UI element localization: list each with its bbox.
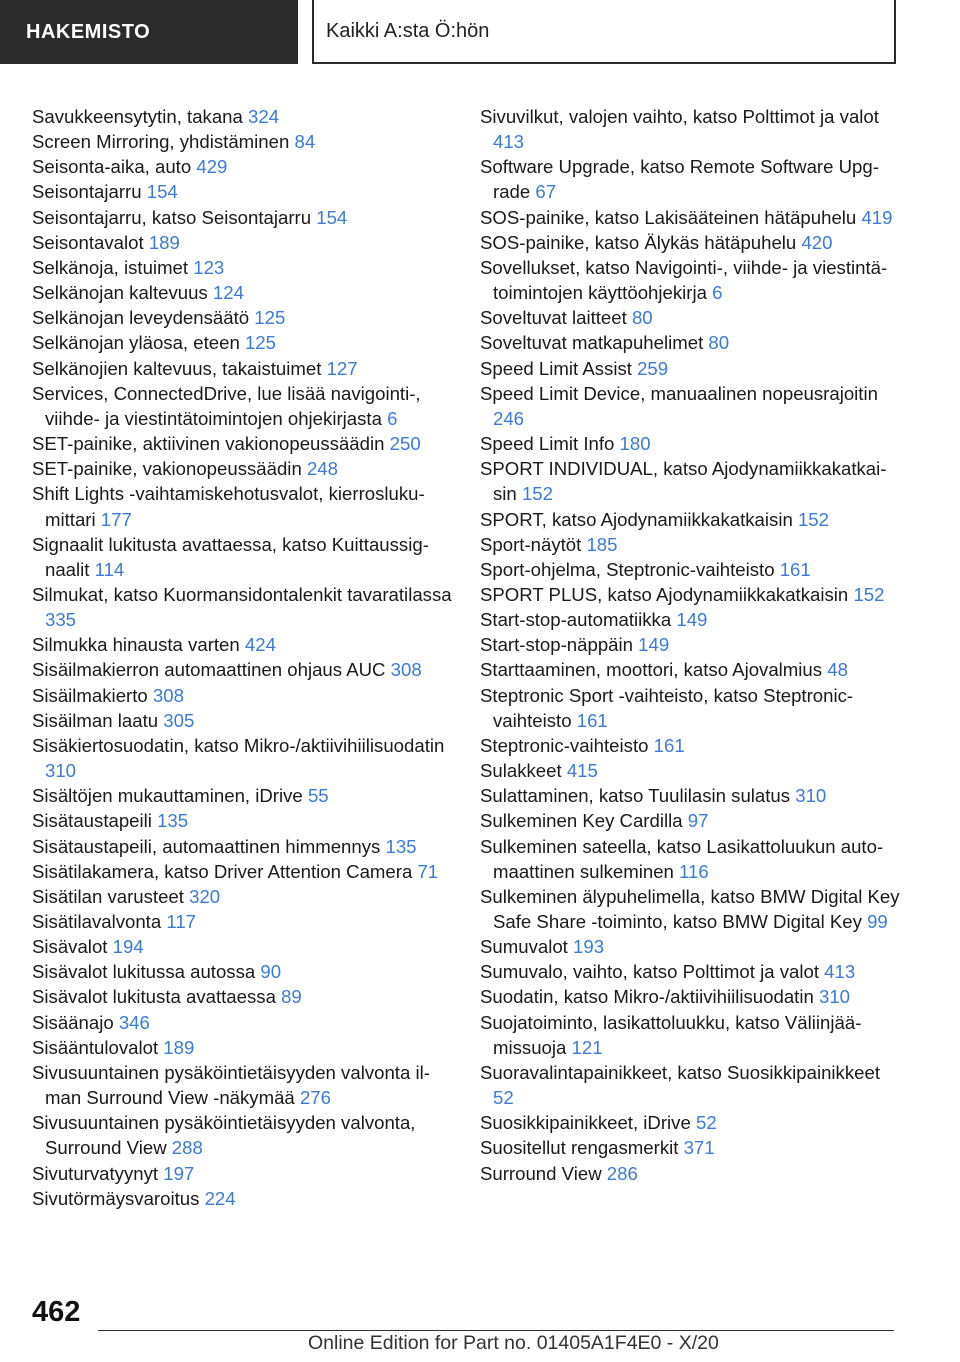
page-link[interactable]: 52 bbox=[493, 1087, 514, 1109]
index-term: Sisältöjen mukauttaminen, iDrive bbox=[32, 785, 303, 807]
page-link[interactable]: 48 bbox=[827, 659, 848, 681]
index-term: Selkänojan leveydensäätö bbox=[32, 307, 250, 329]
index-entry bbox=[32, 205, 452, 230]
page-link[interactable]: 99 bbox=[867, 911, 888, 932]
index-term: SET-painike, aktiivinen vakionopeussäädin bbox=[32, 433, 385, 455]
index-term: Silmukka hinausta varten bbox=[32, 634, 240, 656]
section-title: HAKEMISTO bbox=[26, 20, 151, 43]
page-link[interactable]: 55 bbox=[307, 785, 329, 807]
page-link[interactable]: 80 bbox=[631, 307, 653, 329]
page-link[interactable]: 250 bbox=[389, 433, 421, 455]
page-link[interactable]: 123 bbox=[193, 256, 225, 278]
page-link[interactable]: 286 bbox=[606, 1162, 638, 1184]
index-entry bbox=[32, 859, 452, 884]
page-link[interactable]: 310 bbox=[795, 785, 827, 807]
index-entry bbox=[32, 255, 452, 280]
index-entry bbox=[480, 507, 900, 532]
index-entry bbox=[480, 330, 900, 355]
page-link[interactable]: 127 bbox=[326, 357, 358, 379]
index-term: Silmukat, katso Kuormansidontalenkit tavaratilassa bbox=[32, 583, 452, 605]
page-link[interactable]: 180 bbox=[619, 433, 651, 455]
index-entry bbox=[32, 708, 452, 733]
page-link[interactable]: 161 bbox=[779, 558, 811, 580]
page-link[interactable]: 124 bbox=[212, 282, 244, 304]
page-link[interactable]: 71 bbox=[417, 860, 439, 882]
index-entry bbox=[32, 381, 452, 431]
index-entry bbox=[480, 1135, 900, 1160]
index-term: Sisävalot lukitussa autossa bbox=[32, 961, 256, 983]
index-term: Selkänoja, istuimet bbox=[32, 256, 189, 278]
index-term: Sisääntulovalot bbox=[32, 1036, 159, 1058]
page-link[interactable]: 161 bbox=[653, 734, 685, 756]
index-term: Sulkeminen Key Cardilla bbox=[480, 810, 683, 832]
index-entry bbox=[32, 1010, 452, 1035]
page-link[interactable]: 248 bbox=[306, 458, 338, 480]
index-term: Sisätaustapeili bbox=[32, 810, 152, 832]
index-term: Sivuvilkut, valojen vaihto, katso Polttimot ja valot bbox=[480, 106, 879, 127]
index-term: Sumuvalot bbox=[480, 936, 568, 958]
index-entry bbox=[32, 984, 452, 1009]
index-term: Software Upgrade, katso Remote Software Upgrade bbox=[480, 156, 879, 203]
index-entry bbox=[480, 582, 900, 607]
page-link[interactable]: 308 bbox=[390, 659, 422, 681]
page-link[interactable]: 413 bbox=[824, 961, 856, 983]
index-entry bbox=[480, 834, 900, 884]
index-entry bbox=[32, 431, 452, 456]
page-link[interactable]: 185 bbox=[586, 533, 618, 555]
page-link[interactable]: 177 bbox=[100, 508, 132, 530]
page-link[interactable]: 149 bbox=[676, 609, 708, 631]
footer-divider bbox=[98, 1330, 894, 1331]
page-link[interactable]: 419 bbox=[861, 206, 893, 228]
page-link[interactable]: 52 bbox=[696, 1112, 717, 1134]
index-entry bbox=[32, 532, 452, 582]
index-entry bbox=[32, 356, 452, 381]
page-link[interactable]: 259 bbox=[637, 357, 669, 379]
page-link[interactable]: 114 bbox=[94, 558, 125, 580]
index-entry bbox=[32, 305, 452, 330]
index-term: Sivuturvatyynyt bbox=[32, 1162, 159, 1184]
page-link[interactable]: 117 bbox=[166, 911, 197, 932]
page-link[interactable]: 154 bbox=[316, 206, 348, 228]
index-term: SPORT INDIVIDUAL, katso Ajodynamiikkakatkaisin bbox=[480, 458, 887, 505]
index-entry bbox=[480, 456, 900, 506]
section-subtitle: Kaikki A:sta Ö:hön bbox=[326, 19, 490, 42]
index-term: Soveltuvat laitteet bbox=[480, 307, 627, 329]
index-entry bbox=[32, 683, 452, 708]
page-link[interactable]: 335 bbox=[45, 609, 77, 631]
index-term: Seisonta-aika, auto bbox=[32, 156, 192, 178]
index-term: Sulkeminen sateella, katso Lasikattoluukun automaattinen sulkeminen bbox=[480, 835, 884, 882]
page-link[interactable]: 152 bbox=[797, 508, 829, 530]
index-term: Seisontavalot bbox=[32, 231, 144, 253]
page-link[interactable]: 224 bbox=[204, 1187, 236, 1209]
index-term: Sisäänajo bbox=[32, 1011, 114, 1033]
page-link[interactable]: 194 bbox=[112, 936, 144, 958]
index-entry bbox=[32, 909, 452, 934]
index-entry bbox=[480, 557, 900, 582]
footer-edition: Online Edition for Part no. 01405A1F4E0 - X/20 bbox=[308, 1332, 719, 1354]
page-link[interactable]: 152 bbox=[521, 483, 553, 505]
index-entry bbox=[480, 783, 900, 808]
index-term: Sivutörmäysvaroitus bbox=[32, 1187, 200, 1209]
index-entry bbox=[480, 356, 900, 381]
index-term: Sisävalot lukitusta avattaessa bbox=[32, 986, 276, 1008]
page-link[interactable]: 135 bbox=[157, 810, 189, 832]
page-link[interactable]: 80 bbox=[708, 332, 730, 354]
page-link[interactable]: 67 bbox=[535, 181, 557, 203]
index-term: Shift Lights -vaihtamiskehotusvalot, kierroslukumittari bbox=[32, 483, 425, 530]
index-entry bbox=[32, 834, 452, 859]
page-link[interactable]: 89 bbox=[281, 986, 302, 1008]
page-link[interactable]: 161 bbox=[576, 709, 608, 731]
page-link[interactable]: 149 bbox=[638, 634, 670, 656]
page-link[interactable]: 125 bbox=[244, 332, 276, 354]
page-link[interactable]: 320 bbox=[189, 885, 221, 907]
index-entry bbox=[32, 456, 452, 481]
index-term: Steptronic Sport -vaihteisto, katso Steptronic-vaihteisto bbox=[480, 684, 854, 731]
page-link[interactable]: 154 bbox=[146, 181, 178, 203]
index-term: Start-stop-automatiikka bbox=[480, 609, 672, 631]
page-link[interactable]: 305 bbox=[163, 709, 195, 731]
page-link[interactable]: 413 bbox=[493, 131, 525, 153]
index-term: Soveltuvat matkapuhelimet bbox=[480, 332, 704, 354]
index-entry bbox=[480, 205, 900, 230]
index-entry bbox=[480, 104, 900, 154]
index-entry bbox=[480, 1110, 900, 1135]
index-term: Sisätilan varusteet bbox=[32, 885, 184, 907]
index-entry bbox=[32, 582, 452, 632]
index-term: Sisävalot bbox=[32, 936, 108, 958]
index-term: SOS-painike, katso Lakisääteinen hätäpuhelu bbox=[480, 206, 857, 228]
index-entry bbox=[32, 884, 452, 909]
index-entry bbox=[32, 733, 452, 783]
page-link[interactable]: 84 bbox=[294, 131, 316, 153]
index-term: Sisäilmakierto bbox=[32, 684, 148, 706]
index-entry bbox=[480, 632, 900, 657]
index-term: Starttaaminen, moottori, katso Ajovalmius bbox=[480, 659, 823, 681]
index-term: Sulattaminen, katso Tuulilasin sulatus bbox=[480, 785, 791, 807]
index-term: Sovellukset, katso Navigointi-, viihde- ja viestintätoimintojen käyttöohjekirja bbox=[480, 256, 888, 304]
index-column-right bbox=[480, 104, 900, 1186]
page-link[interactable]: 246 bbox=[493, 407, 525, 429]
index-term: Suoravalintapainikkeet, katso Suosikkipainikkeet bbox=[480, 1061, 880, 1083]
page-link[interactable]: 346 bbox=[118, 1011, 150, 1033]
index-entry bbox=[32, 1186, 452, 1211]
index-term: Services, ConnectedDrive, lue lisää navigointi-, viihde- ja viestintätoimintojen ohjekirjasta bbox=[32, 382, 421, 429]
index-entry bbox=[480, 959, 900, 984]
index-term: SET-painike, vakionopeussäädin bbox=[32, 458, 302, 480]
index-entry bbox=[32, 280, 452, 305]
index-term: Sulkeminen älypuhelimella, katso BMW Digital Key Safe Share -toiminto, katso BMW Digital Key bbox=[480, 885, 900, 932]
index-term: SPORT PLUS, katso Ajodynamiikkakatkaisin bbox=[480, 583, 849, 605]
index-entry bbox=[32, 657, 452, 682]
page-link[interactable]: 189 bbox=[163, 1036, 195, 1058]
page-link[interactable]: 288 bbox=[171, 1137, 203, 1159]
index-entry bbox=[480, 532, 900, 557]
index-entry bbox=[480, 431, 900, 456]
index-term: Speed Limit Device, manuaalinen nopeusrajoitin bbox=[480, 382, 878, 404]
index-term: Sport-ohjelma, Steptronic-vaihteisto bbox=[480, 558, 775, 580]
index-entry bbox=[32, 129, 452, 154]
index-entry bbox=[480, 230, 900, 255]
index-entry bbox=[480, 683, 900, 733]
index-term: Suosikkipainikkeet, iDrive bbox=[480, 1112, 691, 1134]
index-entry bbox=[32, 1035, 452, 1060]
page-link[interactable]: 97 bbox=[687, 810, 709, 832]
index-term: Sumuvalo, vaihto, katso Polttimot ja valot bbox=[480, 961, 819, 983]
page-link[interactable]: 121 bbox=[571, 1036, 603, 1058]
index-entry bbox=[480, 657, 900, 682]
page-link[interactable]: 90 bbox=[260, 961, 282, 983]
section-subtitle-box bbox=[312, 0, 896, 64]
page-link[interactable]: 424 bbox=[244, 634, 276, 656]
page-link[interactable]: 429 bbox=[196, 156, 228, 178]
index-term: Steptronic-vaihteisto bbox=[480, 734, 649, 756]
index-entry bbox=[32, 959, 452, 984]
index-term: Speed Limit Info bbox=[480, 433, 615, 455]
index-term: Sport-näytöt bbox=[480, 533, 582, 555]
index-entry bbox=[32, 104, 452, 129]
index-entry bbox=[32, 1060, 452, 1110]
index-term: Speed Limit Assist bbox=[480, 357, 632, 379]
index-term: Sisäilman laatu bbox=[32, 709, 159, 731]
index-term: Seisontajarru bbox=[32, 181, 142, 203]
index-term: Surround View bbox=[480, 1162, 602, 1184]
page-link[interactable]: 6 bbox=[712, 282, 723, 304]
page-link[interactable]: 135 bbox=[385, 835, 417, 857]
index-entry bbox=[480, 984, 900, 1009]
index-term: SPORT, katso Ajodynamiikkakatkaisin bbox=[480, 508, 793, 530]
index-term: Screen Mirroring, yhdistäminen bbox=[32, 131, 290, 153]
index-column-left bbox=[32, 104, 452, 1211]
index-term: Seisontajarru, katso Seisontajarru bbox=[32, 206, 312, 228]
index-term: Signaalit lukitusta avattaessa, katso Kuittaussignaalit bbox=[32, 533, 429, 580]
index-term: Sisäkiertosuodatin, katso Mikro-/aktiivihiilisuodatin bbox=[32, 734, 445, 756]
index-entry bbox=[480, 381, 900, 431]
index-entry bbox=[32, 230, 452, 255]
page-link[interactable]: 371 bbox=[683, 1137, 715, 1159]
index-entry bbox=[32, 481, 452, 531]
index-term: Sivusuuntainen pysäköintietäisyyden valvonta, Surround View bbox=[32, 1112, 416, 1159]
page-link[interactable]: 197 bbox=[163, 1162, 195, 1184]
page-link[interactable]: 310 bbox=[45, 760, 77, 782]
index-term: Selkänojien kaltevuus, takaistuimet bbox=[32, 357, 322, 379]
index-entry bbox=[480, 884, 900, 934]
index-term: Suodatin, katso Mikro-/aktiivihiilisuodatin bbox=[480, 986, 814, 1008]
index-term: Sivusuuntainen pysäköintietäisyyden valvonta ilman Surround View -näkymää bbox=[32, 1061, 430, 1109]
index-term: Selkänojan kaltevuus bbox=[32, 282, 208, 304]
index-term: Sisätilakamera, katso Driver Attention Camera bbox=[32, 860, 413, 882]
page-link[interactable]: 189 bbox=[148, 231, 180, 253]
index-entry bbox=[32, 1161, 452, 1186]
index-term: Sulakkeet bbox=[480, 760, 562, 782]
page-link[interactable]: 125 bbox=[254, 307, 286, 329]
page-link[interactable]: 308 bbox=[152, 684, 184, 706]
index-term: Sisätaustapeili, automaattinen himmennys bbox=[32, 835, 381, 857]
page-number: 462 bbox=[32, 1296, 81, 1328]
index-entry bbox=[32, 1110, 452, 1160]
index-entry bbox=[480, 808, 900, 833]
index-term: Savukkeensytytin, takana bbox=[32, 106, 243, 127]
index-entry bbox=[32, 808, 452, 833]
page-link[interactable]: 324 bbox=[248, 106, 280, 127]
index-entry bbox=[480, 1060, 900, 1110]
index-term: Sisäilmakierron automaattinen ohjaus AUC bbox=[32, 659, 386, 681]
index-entry bbox=[480, 1010, 900, 1060]
index-term: Start-stop-näppäin bbox=[480, 634, 633, 656]
index-entry bbox=[480, 733, 900, 758]
page-link[interactable]: 415 bbox=[566, 760, 598, 782]
index-entry bbox=[32, 783, 452, 808]
index-entry bbox=[480, 934, 900, 959]
index-entry bbox=[480, 607, 900, 632]
page-link[interactable]: 6 bbox=[387, 407, 398, 429]
index-term: Sisätilavalvonta bbox=[32, 911, 162, 932]
index-entry bbox=[32, 154, 452, 179]
section-tab bbox=[0, 0, 298, 64]
index-entry bbox=[480, 1161, 900, 1186]
page-link[interactable]: 152 bbox=[853, 583, 885, 605]
index-entry bbox=[480, 305, 900, 330]
page-link[interactable]: 310 bbox=[818, 986, 851, 1008]
page-link[interactable]: 193 bbox=[573, 936, 605, 958]
index-term: SOS-painike, katso Älykäs hätäpuhelu bbox=[480, 231, 797, 253]
index-entry bbox=[480, 758, 900, 783]
index-entry bbox=[32, 934, 452, 959]
page-link[interactable]: 420 bbox=[801, 231, 833, 253]
index-term: Selkänojan yläosa, eteen bbox=[32, 332, 240, 354]
index-entry bbox=[32, 179, 452, 204]
index-entry bbox=[32, 330, 452, 355]
index-entry bbox=[32, 632, 452, 657]
index-entry bbox=[480, 154, 900, 204]
index-term: Suositellut rengasmerkit bbox=[480, 1137, 679, 1159]
page-link[interactable]: 116 bbox=[679, 860, 709, 882]
page-link[interactable]: 276 bbox=[299, 1087, 331, 1109]
index-term: Suojatoiminto, lasikattoluukku, katso Väliinjäämissuoja bbox=[480, 1011, 862, 1058]
index-entry bbox=[480, 255, 900, 305]
